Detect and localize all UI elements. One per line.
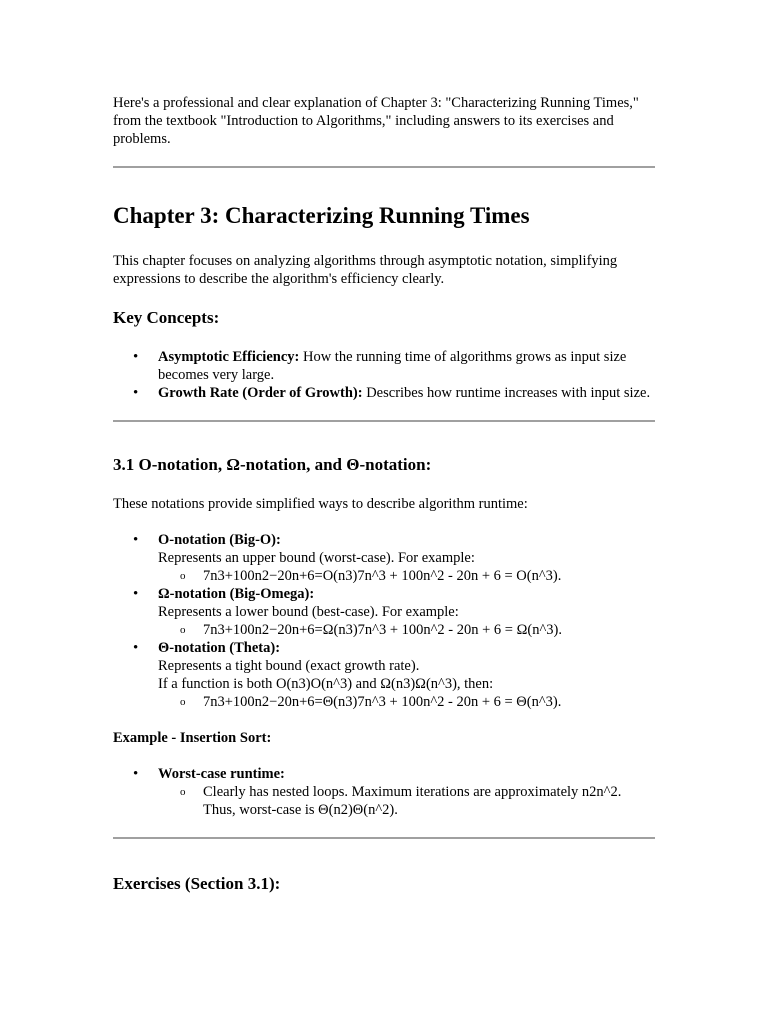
intro-paragraph: Here's a professional and clear explanation of Chapter 3: "Characterizing Running Times," from the textbook "Introduction to Algorithms," including answers to its exercises and problems. (113, 95, 639, 147)
exercises-heading: Exercises (Section 3.1): (113, 874, 281, 893)
chapter-summary: This chapter focuses on analyzing algorithms through asymptotic notation, simplifying expressions to describe the algorithm's efficiency clearly. (113, 253, 618, 287)
notation-line: Represents an upper bound (worst-case). For example: (158, 550, 475, 566)
key-concepts-heading: Key Concepts: (113, 308, 220, 327)
divider (113, 420, 655, 422)
section-3-1-intro: These notations provide simplified ways to describe algorithm runtime: (113, 496, 528, 512)
example-bullets (113, 765, 655, 819)
term-description: How the running time of algorithms grows as input size becomes very large. (158, 349, 627, 383)
example-item: o 7n3+100n2−20n+6=Θ(n3)7n^3 + 100n^2 - 20n + 6 = Θ(n^3). (158, 693, 655, 711)
list-item (113, 585, 655, 639)
divider (113, 837, 655, 839)
list-item (113, 384, 655, 402)
notation-term: • Ω-notation (Big-Omega): (158, 586, 315, 602)
notation-line: Represents a lower bound (best-case). For example: (158, 604, 459, 620)
example-item: o Clearly has nested loops. Maximum iterations are approximately n2n^2. Thus, worst-case is Θ(n2)Θ(n^2). (158, 783, 655, 819)
key-concepts-list (113, 348, 655, 402)
list-item (113, 348, 655, 384)
section-3-1-heading: 3.1 O-notation, Ω-notation, and Θ-notation: (113, 455, 432, 474)
example-list (158, 567, 655, 585)
example-item: o 7n3+100n2−20n+6=Ω(n3)7n^3 + 100n^2 - 20n + 6 = Ω(n^3). (158, 621, 655, 639)
example-item: o 7n3+100n2−20n+6=O(n3)7n^3 + 100n^2 - 20n + 6 = O(n^3). (158, 567, 655, 585)
list-item (113, 765, 655, 819)
term-label: Asymptotic Efficiency: (158, 349, 300, 365)
notation-term: • Θ-notation (Theta): (158, 640, 281, 656)
divider (113, 166, 655, 168)
example-list (158, 621, 655, 639)
notation-line: Represents a tight bound (exact growth rate). (158, 658, 420, 674)
notation-list (113, 531, 655, 711)
term-description: Describes how runtime increases with input size. (362, 385, 651, 401)
example-list (158, 693, 655, 711)
chapter-title: Chapter 3: Characterizing Running Times (113, 203, 530, 228)
term-label: Growth Rate (Order of Growth): (158, 385, 363, 401)
notation-term: • O-notation (Big-O): (158, 532, 281, 548)
example-sub-list (158, 783, 655, 819)
example-term: • Worst-case runtime: (158, 766, 285, 782)
example-title: Example - Insertion Sort: (113, 730, 272, 746)
list-item (113, 531, 655, 585)
document-page (113, 94, 655, 914)
list-item (113, 639, 655, 711)
notation-line: If a function is both O(n3)O(n^3) and Ω(n3)Ω(n^3), then: (158, 676, 494, 692)
